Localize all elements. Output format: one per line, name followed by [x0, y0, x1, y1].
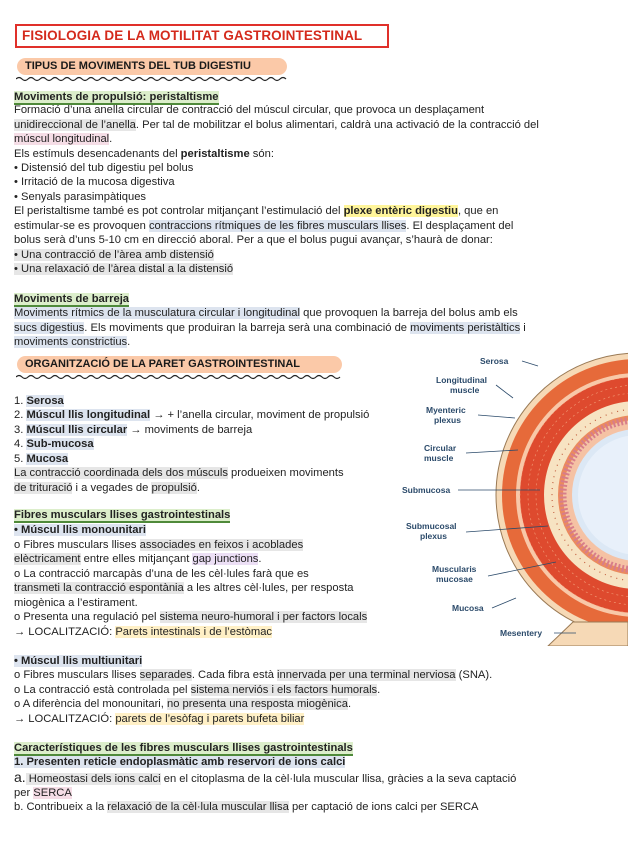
text-line: → LOCALITZACIÓ: Parets intestinals i de l’estòmac [14, 626, 273, 638]
list-item: 3. Múscul llis circular → moviments de barreja [14, 424, 253, 436]
subheading-monounitari: • Múscul llis monounitari [14, 524, 146, 536]
label-submucosal-plexus-2: plexus [420, 531, 447, 541]
list-item: 4. Sub-mucosa [14, 438, 94, 450]
wavy-underline [16, 76, 288, 82]
label-submucosa: Submucosa [402, 485, 451, 495]
label-muscularis-mucosae: Muscularis [432, 564, 477, 574]
label-myenteric-plexus-2: plexus [434, 415, 461, 425]
barreja-heading: Moviments de barreja [14, 293, 130, 305]
section-heading-organitzacio: ORGANITZACIÓ DE LA PARET GASTROINTESTINAL [17, 356, 342, 373]
text-line: El peristaltisme també es pot controlar mitjançant l’estimulació del plexe entèric digestiu, que en [14, 205, 499, 217]
subheading-reticle: 1. Presenten reticle endoplasmàtic amb reservori de ions calci [14, 756, 346, 768]
section-heading-tipus: TIPUS DE MOVIMENTS DEL TUB DIGESTIU [17, 58, 287, 75]
text-line: múscul longitudinal. [14, 133, 113, 145]
text-line: o Fibres musculars llises associades en feixos i acoblades [14, 539, 304, 551]
list-item: 2. Múscul llis longitudinal → + l’anella circular, moviment de propulsió [14, 409, 370, 421]
bullet-item: • Irritació de la mucosa digestiva [14, 176, 175, 188]
label-circular-muscle: Circular [424, 443, 457, 453]
text-line: Els estímuls desencadenants del peristaltisme són: [14, 148, 274, 160]
text-line: miogènica a l’estirament. [14, 597, 138, 609]
text-line: o A diferència del monounitari, no presenta una resposta miogènica. [14, 698, 352, 710]
text-line: estimular-se es provoquen contraccions rítmiques de les fibres musculars llises. El desplaçament del [14, 220, 514, 232]
text-line: elèctricament entre elles mitjançant gap junctions. [14, 553, 262, 565]
caracteristiques-heading: Característiques de les fibres musculars llises gastrointestinals [14, 742, 353, 754]
bullet-item: • Senyals parasimpàtiques [14, 191, 147, 203]
propulsio-heading: Moviments de propulsió: peristaltisme [14, 91, 219, 103]
gi-wall-diagram [398, 350, 628, 646]
subheading-multiunitari: • Múscul llis multiunitari [14, 655, 143, 667]
label-muscularis-mucosae-2: mucosae [436, 574, 473, 584]
list-item: 1. Serosa [14, 395, 64, 407]
text-line: a. Homeostasi dels ions calci en el citoplasma de la cèl·lula muscular llisa, gràcies a la seva captació [14, 769, 517, 785]
wavy-underline [16, 374, 343, 380]
label-myenteric-plexus: Myenteric [426, 405, 466, 415]
label-circular-muscle-2: muscle [424, 453, 454, 463]
text-line: o La contracció marcapàs d’una de les cèl·lules farà que es [14, 568, 309, 580]
label-mucosa: Mucosa [452, 603, 484, 613]
bullet-item: • Una relaxació de l’àrea distal a la distensió [14, 263, 234, 275]
label-longitudinal-muscle: Longitudinal [436, 375, 487, 385]
page-title: FISIOLOGIA DE LA MOTILITAT GASTROINTESTINAL [15, 24, 389, 48]
text-line: sucs digestius. Els moviments que produiran la barreja serà una combinació de moviments peristàltics i [14, 322, 526, 334]
text-line: o La contracció està controlada pel sistema nerviós i els factors humorals. [14, 684, 381, 696]
label-submucosal-plexus: Submucosal [406, 521, 457, 531]
list-item: 5. Mucosa [14, 453, 69, 465]
text-line: La contracció coordinada dels dos músculs produeixen moviments [14, 467, 344, 479]
text-line: moviments constrictius. [14, 336, 131, 348]
text-line: Moviments rítmics de la musculatura circular i longitudinal que provoquen la barreja del bolus amb els [14, 307, 518, 319]
label-longitudinal-muscle-2: muscle [450, 385, 480, 395]
text-line: unidireccional de l’anella. Per tal de mobilitzar el bolus alimentari, caldrà una activació de la contracció del [14, 119, 539, 131]
text-line: → LOCALITZACIÓ: parets de l’esòfag i parets bufeta biliar [14, 713, 305, 725]
label-serosa: Serosa [480, 356, 509, 366]
text-line: bolus serà d’uns 5-10 cm en direcció aboral. Per a que el bolus pugui avançar, s’haurà de donar: [14, 234, 493, 246]
fibres-heading: Fibres musculars llises gastrointestinals [14, 509, 231, 521]
bullet-item: • Distensió del tub digestiu pel bolus [14, 162, 194, 174]
text-line: per SERCA [14, 787, 72, 799]
text-line: Formació d’una anella circular de contracció del múscul circular, que provoca un desplaçament [14, 104, 485, 116]
text-line: b. Contribueix a la relaxació de la cèl·lula muscular llisa per captació de ions calci per SERCA [14, 801, 479, 813]
text-line: o Fibres musculars llises separades. Cada fibra està innervada per una terminal nerviosa (SNA). [14, 669, 493, 681]
text-line: transmeti la contracció espontània a les altres cèl·lules, per resposta [14, 582, 354, 594]
text-line: o Presenta una regulació pel sistema neuro-humoral i per factors locals [14, 611, 368, 623]
text-line: de trituració i a vegades de propulsió. [14, 482, 200, 494]
label-mesentery: Mesentery [500, 628, 543, 638]
bullet-item: • Una contracció de l’àrea amb distensió [14, 249, 214, 261]
